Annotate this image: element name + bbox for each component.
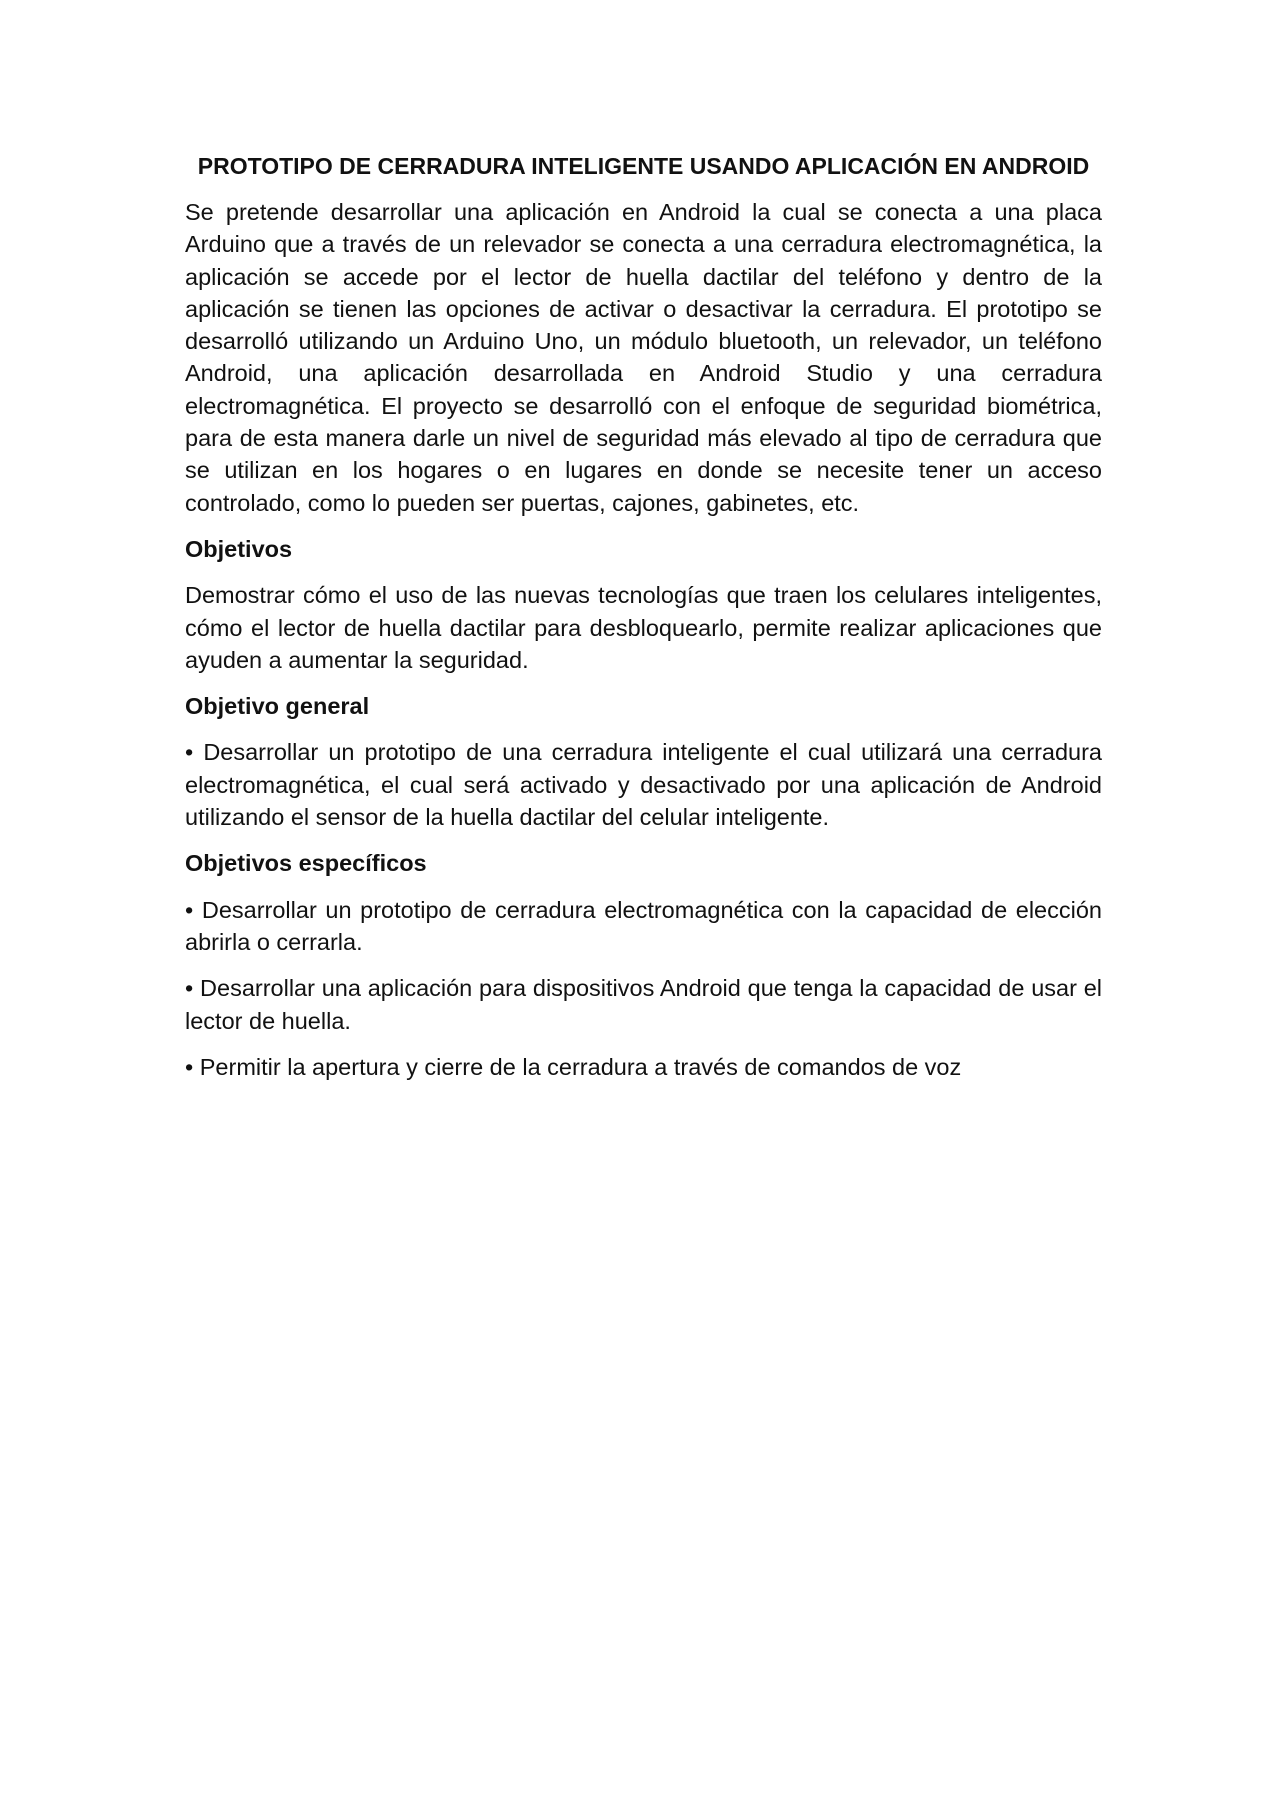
objetivo-especifico-item-2: • Desarrollar una aplicación para dispositivos Android que tenga la capacidad de usar el lector de huella.: [185, 975, 1102, 1034]
objetivos-paragraph: Demostrar cómo el uso de las nuevas tecnologías que traen los celulares inteligentes, cómo el lector de huella dactilar para desbloquearlo, permite realizar aplicaciones que ayuden a aumentar la seguridad.: [185, 582, 1102, 673]
objetivos-especificos-heading: Objetivos específicos: [185, 850, 427, 877]
document-page: [185, 150, 1102, 1097]
objetivo-especifico-item-3: • Permitir la apertura y cierre de la cerradura a través de comandos de voz: [185, 1053, 962, 1080]
objetivos-heading: Objetivos: [185, 535, 293, 562]
document-title: PROTOTIPO DE CERRADURA INTELIGENTE USANDO APLICACIÓN EN ANDROID: [197, 153, 1090, 179]
objetivo-general-heading: Objetivo general: [185, 693, 370, 720]
intro-paragraph: Se pretende desarrollar una aplicación en Android la cual se conecta a una placa Arduino que a través de un relevador se conecta a una cerradura electromagnética, la aplicación se accede por el lector de huella dactilar del teléfono y dentro de la aplicación se tienen las opciones de activar o desactivar la cerradura. El prototipo se desarrolló utilizando un Arduino Uno, un módulo bluetooth, un relevador, un teléfono Android, una aplicación desarrollada en Android Studio y una cerradura electromagnética. El proyecto se desarrolló con el enfoque de seguridad biométrica, para de esta manera darle un nivel de seguridad más elevado al tipo de cerradura que se utilizan en los hogares o en lugares en donde se necesite tener un acceso controlado, como lo pueden ser puertas, cajones, gabinetes, etc.: [185, 199, 1102, 516]
objetivo-general-item: • Desarrollar un prototipo de una cerradura inteligente el cual utilizará una cerradura electromagnética, el cual será activado y desactivado por una aplicación de Android utilizando el sensor de la huella dactilar del celular inteligente.: [185, 739, 1102, 831]
objetivo-especifico-item-1: • Desarrollar un prototipo de cerradura electromagnética con la capacidad de elección abrirla o cerrarla.: [185, 896, 1102, 955]
